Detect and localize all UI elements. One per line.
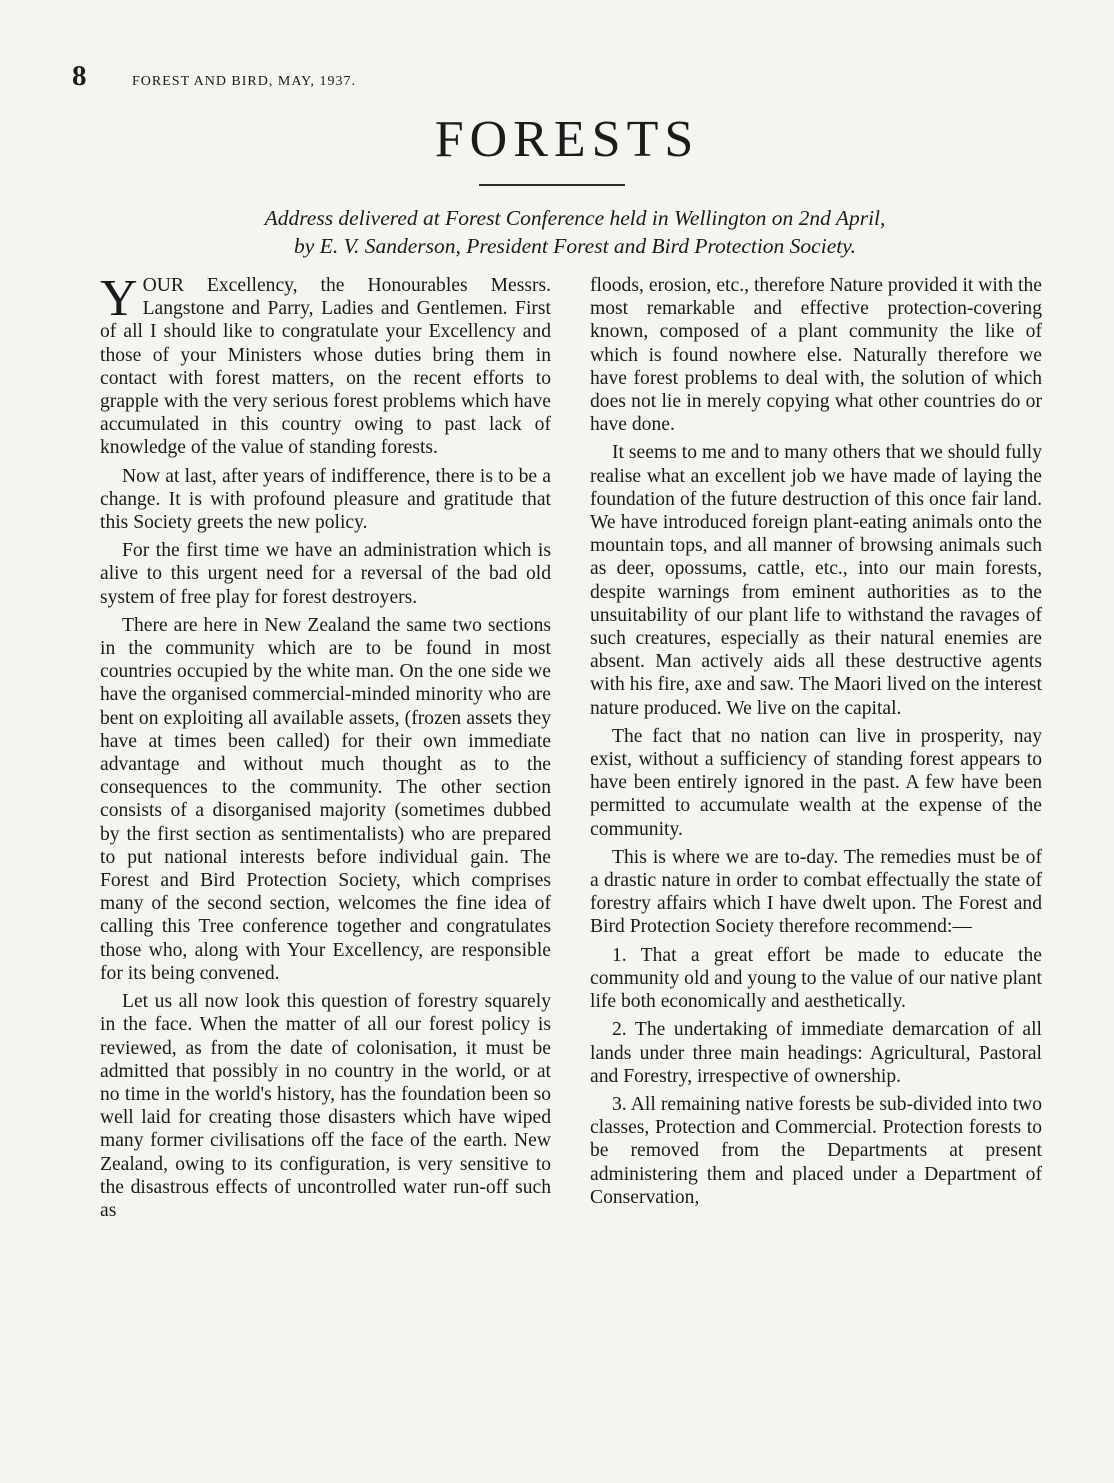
paragraph: Let us all now look this question of forestry squarely in the face. When the matter of all our forest policy is reviewed, as from the date of colonisation, it must be admitted that possibly in no country in the world, or at no time in the world's history, has the foundation been so well laid for creating those disasters which have wiped many former civilisations off the face of the earth. New Zealand, owing to its configuration, is very sensitive to the disastrous effects of uncontrolled water run-off such as	[100, 991, 551, 1221]
title-divider	[479, 184, 625, 186]
running-head: FOREST AND BIRD, MAY, 1937.	[132, 74, 356, 89]
paragraph: This is where we are to-day. The remedies must be of a drastic nature in order to combat effectually the state of forestry affairs which I have dwelt upon. The Forest and Bird Protection Society therefore recommend:—	[590, 846, 1042, 938]
left-column	[100, 270, 551, 1227]
paragraph: There are here in New Zealand the same two sections in the community which are to be found in most countries occupied by the white man. On the one side we have the organised commercial-minded minority who are bent on exploiting all available assets, (frozen assets they have at times been called) for their own immediate advantage and without much thought as to the consequences to the community. The other section consists of a disorganised majority (sometimes dubbed by the first section as sentimentalists) who are prepared to put national interests before individual gain. The Forest and Bird Protection Society, which comprises many of the second section, welcomes the fine idea of calling this Tree conference together and congratulates those who, along with Your Excellency, are responsible for its being convened.	[100, 614, 551, 984]
paragraph: It seems to me and to many others that we should fully realise what an excellent job we have made of laying the foundation of the future destruction of this once fair land. We have introduced foreign plant-eating animals onto the mountain tops, and all manner of browsing animals such as deer, opossums, cattle, etc., into our main forests, despite warnings from eminent authorities as to the unsuitability of our plant life to withstand the ravages of such creatures, especially as their natural enemies are absent. Man actively aids all these destructive agents with his fire, axe and saw. The Maori lived on the interest nature produced. We live on the capital.	[590, 442, 1042, 719]
paragraph: floods, erosion, etc., therefore Nature provided it with the most remarkable and effective protection-covering known, composed of a plant community the like of which is found nowhere else. Naturally therefore we have forest problems to deal with, the solution of which does not lie in merely copying what other countries do or have done.	[590, 275, 1042, 436]
subtitle-line-2: by E. V. Sanderson, President Forest and Bird Protection Society.	[294, 234, 856, 258]
article-title: FORESTS	[434, 111, 700, 168]
paragraph-text: OUR Excellency, the Honourables Messrs. Langstone and Parry, Ladies and Gentlemen. First of all I should like to congratulate your Excellency and those of your Ministers whose duties bring them in contact with forest matters, on the recent efforts to grapple with the very serious forest problems which have accumulated in this country owing to past lack of knowledge of the value of standing forests.	[100, 275, 551, 459]
right-column	[590, 274, 1042, 1214]
recommendation-2: 2. The undertaking of immediate demarcation of all lands under three main headings: Agricultural, Pastoral and Forestry, irrespective of ownership.	[590, 1019, 1042, 1087]
paragraph: Now at last, after years of indifference, there is to be a change. It is with profound pleasure and gratitude that this Society greets the new policy.	[100, 465, 551, 534]
paragraph: The fact that no nation can live in prosperity, nay exist, without a sufficiency of standing forest appears to have been entirely ignored in the past. A few have been permitted to accumulate wealth at the expense of the community.	[590, 725, 1042, 840]
recommendation-3: 3. All remaining native forests be sub-divided into two classes, Protection and Commercial. Protection forests to be removed from the Departments at present administering them and placed under a Department of Conservation,	[590, 1093, 1042, 1208]
article-subtitle	[150, 204, 1000, 260]
drop-cap: Y	[100, 270, 138, 327]
recommendation-1: 1. That a great effort be made to educate the community old and young to the value of our native plant life both economically and aesthetically.	[590, 944, 1042, 1013]
page-number: 8	[72, 60, 87, 92]
paragraph	[100, 270, 551, 460]
paragraph: For the first time we have an administration which is alive to this urgent need for a reversal of the bad old system of free play for forest destroyers.	[100, 540, 551, 608]
subtitle-line-1: Address delivered at Forest Conference held in Wellington on 2nd April,	[264, 206, 886, 230]
